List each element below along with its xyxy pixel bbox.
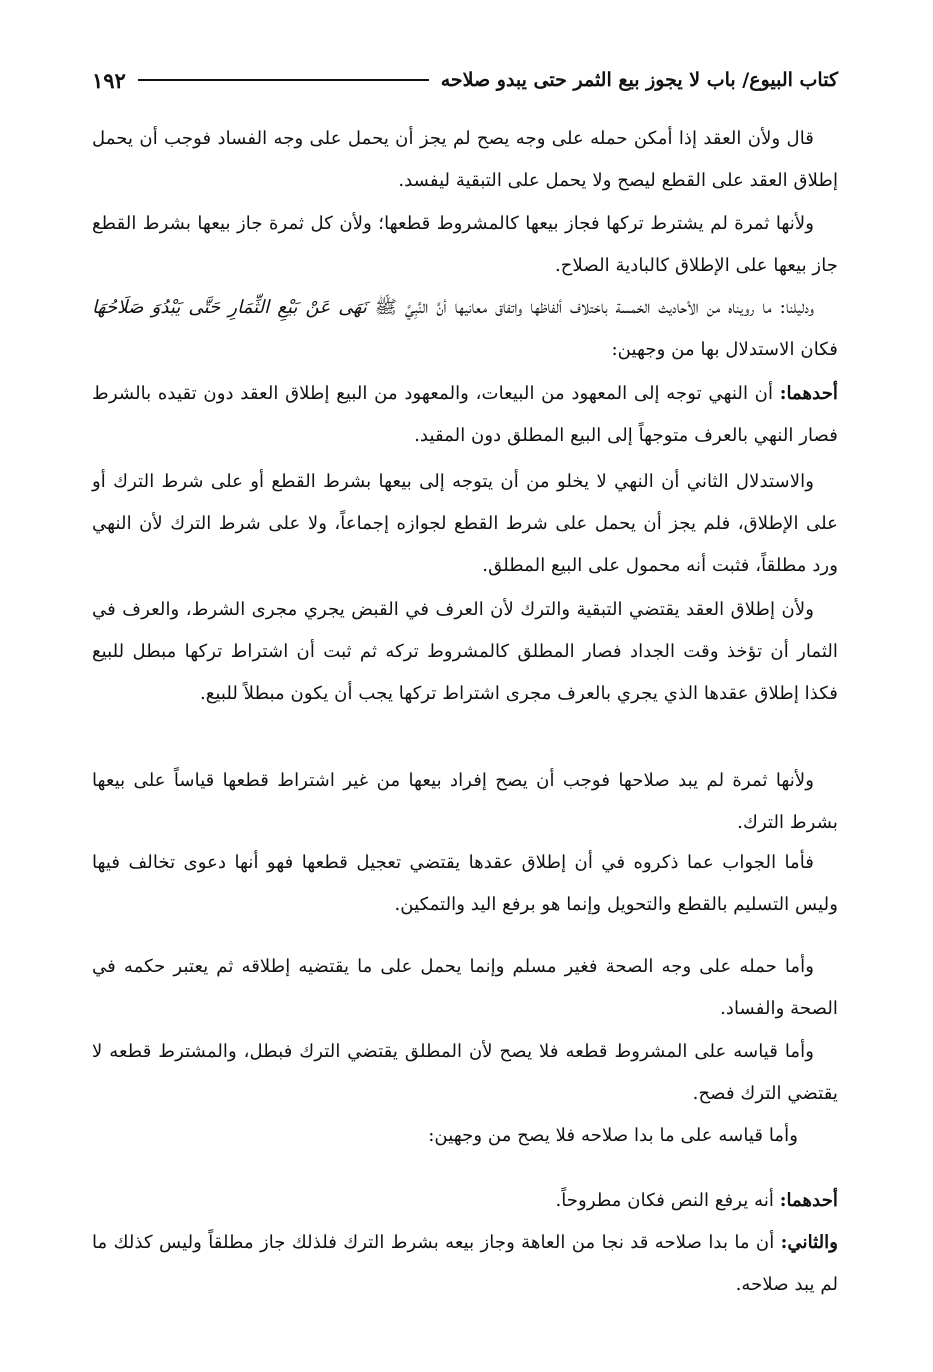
paragraph-text: قال ولأن العقد إذا أمكن حمله على وجه يصح لم يجز أن يحمل على وجه الفساد فوجب أن يحمل إطلاق العقد على القطع ليصح ولا يحمل على التبقية ليفسد. [92, 128, 838, 191]
header-rule [138, 79, 429, 81]
paragraph-text-after: فكان الاستدلال بها من وجهين: [611, 339, 838, 360]
chapter-title: كتاب البيوع/ باب لا يجوز بيع الثمر حتى يبدو صلاحه [440, 69, 838, 91]
paragraph-lead: أحدهما: [779, 383, 838, 404]
paragraph-lead: والثاني: [780, 1232, 838, 1253]
paragraph-3 [92, 287, 838, 371]
paragraph-13 [92, 1222, 838, 1306]
hadith-quote: نَهَى عَنْ بَيْعِ الثِّمَارِ حَتَّى يَبْدُوَ صَلَاحُهَا [92, 297, 367, 318]
paragraph-1 [92, 118, 838, 202]
paragraph-text: ولأنها ثمرة لم يشترط تركها فجاز بيعها كالمشروط قطعها؛ ولأن كل ثمرة جاز بيعها بشرط القطع جاز بيعها على الإطلاق كالبادية الصلاح. [92, 213, 838, 276]
paragraph-text: ودليلنا: ما رويناه من الأحاديث الخمسة باختلاف ألفاظها واتفاق معانيها أنَّ النَّبِيَّ ﷺ [374, 297, 814, 318]
page-number: ١٩٢ [92, 67, 126, 93]
paragraph-text: أن ما بدا صلاحه قد نجا من العاهة وجاز بيعه بشرط الترك فلذلك جاز مطلقاً وليس كذلك ما لم يبد صلاحه. [92, 1232, 838, 1295]
paragraph-6 [92, 589, 838, 715]
paragraph-text: وأما قياسه على المشروط قطعه فلا يصح لأن المطلق يقتضي الترك فبطل، والمشترط قطعه لا يقتضي الترك فصح. [92, 1041, 838, 1104]
paragraph-text: وأما حمله على وجه الصحة فغير مسلم وإنما يحمل على ما يقتضيه إطلاقه ثم يعتبر حكمه في الصحة والفساد. [92, 956, 838, 1019]
paragraph-9 [92, 946, 838, 1030]
paragraph-2 [92, 203, 838, 287]
paragraph-text: وأما قياسه على ما بدا صلاحه فلا يصح من وجهين: [428, 1125, 798, 1146]
paragraph-8 [92, 842, 838, 926]
paragraph-lead: أحدهما: [779, 1190, 838, 1211]
paragraph-text: ولأنها ثمرة لم يبد صلاحها فوجب أن يصح إفراد بيعها من غير اشتراط قطعها قياساً على بيعها بشرط الترك. [92, 770, 838, 833]
paragraph-text: ولأن إطلاق العقد يقتضي التبقية والترك لأن العرف في القبض يجري مجرى الشرط، والعرف في الثمار أن تؤخذ وقت الجداد فصار المطلق كالمشروط تركه ثم ثبت أن اشتراط تركها مبطل للبيع فكذا إطلاق عقدها الذي يجري بالعرف مجرى اشتراط تركها يجب أن يكون مبطلاً للبيع. [92, 599, 838, 704]
paragraph-4 [92, 373, 838, 457]
paragraph-5 [92, 461, 838, 587]
paragraph-text: والاستدلال الثاني أن النهي لا يخلو من أن يتوجه إلى بيعها بشرط القطع أو على شرط الترك أو على الإطلاق، فلم يجز أن يحمل على شرط القطع لجوازه إجماعاً، ولا على شرط الترك لأن النهي ورد مطلقاً، فثبت أنه محمول على البيع المطلق. [92, 471, 838, 576]
paragraph-text: فأما الجواب عما ذكروه في أن إطلاق عقدها يقتضي تعجيل قطعها فهو أنها دعوى تخالف فيها وليس التسليم بالقطع والتحويل وإنما هو برفع اليد والتمكين. [92, 852, 838, 915]
paragraph-text: أن النهي توجه إلى المعهود من البيعات، والمعهود من البيع إطلاق العقد دون تقيده بالشرط فصار النهي بالعرف متوجهاً إلى البيع المطلق دون المقيد. [92, 383, 838, 446]
paragraph-text: أنه يرفع النص فكان مطروحاً. [555, 1190, 774, 1211]
paragraph-12 [92, 1180, 838, 1222]
paragraph-7 [92, 760, 838, 844]
paragraph-10 [92, 1031, 838, 1115]
paragraph-11 [92, 1115, 838, 1157]
page-header [92, 62, 838, 98]
